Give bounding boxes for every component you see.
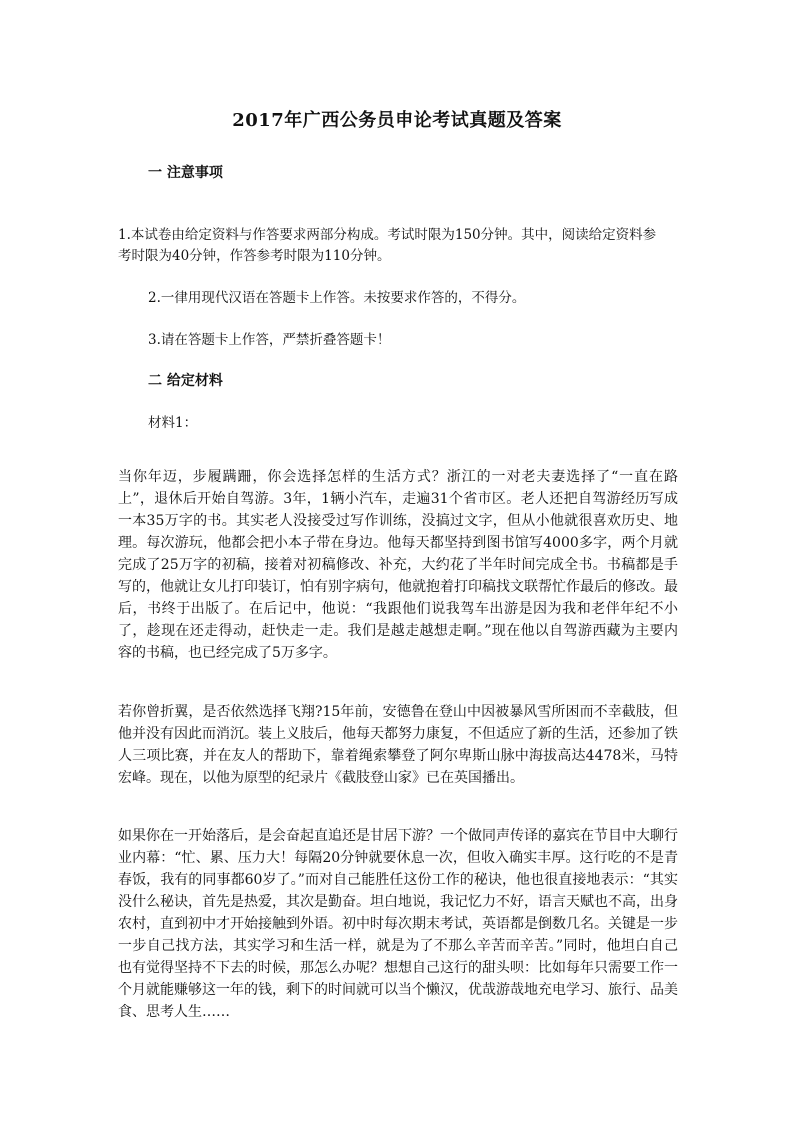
section-heading-materials: 二 给定材料 [148, 373, 223, 389]
instruction-1-line-1: 1.本试卷由给定资料与作答要求两部分构成。考试时限为150分钟。其中，阅读给定资料参 [118, 227, 657, 243]
instruction-3: 3.请在答题卡上作答，严禁折叠答题卡！ [148, 332, 391, 348]
material-paragraph-3: 如果你在一开始落后，是会奋起直追还是甘居下游？一个做同声传译的嘉宾在节目中大聊行业内幕：“忙、累、压力大！每隔20分钟就要休息一次，但收入确实丰厚。这行吃的不是青春饭，我有的同事都60岁了。”而对自己能胜任这份工作的秘诀，他也很直接地表示：“其实没什么秘诀，首先是热爱，其次是勤奋。坦白地说，我记忆力不好，语言天赋也不高，出身农村，直到初中才开始接触到外语。初中时每次期末考试，英语都是倒数几名。关键是一步一步自己找方法，其实学习和生活一样，就是为了不那么辛苦而辛苦。”同时，他坦白自己也有觉得坚持不下去的时候，那怎么办呢？想想自己这行的甜头呗：比如每年只需要工作一个月就能赚够这一年的钱，剩下的时间就可以当个懒汉，优哉游哉地充电学习、旅行、品美食、思考人生…… [118, 828, 678, 1020]
instruction-1-line-2: 考时限为40分钟，作答参考时限为110分钟。 [118, 248, 391, 264]
material-label: 材料1： [148, 415, 198, 431]
section-heading-notes: 一 注意事项 [148, 165, 223, 181]
material-paragraph-1: 当你年迈，步履蹒跚，你会选择怎样的生活方式？浙江的一对老夫妻选择了“一直在路上”，退休后开始自驾游。3年，1辆小汽车，走遍31个省市区。老人还把自驾游经历写成一本35万字的书。其实老人没接受过写作训练，没搞过文字，但从小他就很喜欢历史、地理。每次游玩，他都会把小本子带在身边。他每天都坚持到图书馆写4000多字，两个月就完成了25万字的初稿，接着对初稿修改、补充，大约花了半年时间完成全书。书稿都是手写的，他就让女儿打印装订，怕有别字病句，他就抱着打印稿找文联帮忙作最后的修改。最后，书终于出版了。在后记中，他说：“我跟他们说我驾车出游是因为我和老伴年纪不小了，趁现在还走得动，赶快走一走。我们是越走越想走啊。”现在他以自驾游西藏为主要内容的书稿，也已经完成了5万多字。 [118, 469, 678, 661]
document-title: 2017年广西公务员申论考试真题及答案 [232, 110, 562, 131]
instruction-2: 2.一律用现代汉语在答题卡上作答。未按要求作答的，不得分。 [148, 290, 526, 306]
material-paragraph-2: 若你曾折翼，是否依然选择飞翔?15年前，安德鲁在登山中因被暴风雪所困而不幸截肢，但他并没有因此而消沉。装上义肢后，他每天都努力康复，不但适应了新的生活，还参加了铁人三项比赛，并在友人的帮助下，靠着绳索攀登了阿尔卑斯山脉中海拔高达4478米，马特宏峰。现在，以他为原型的纪录片《截肢登山家》已在英国播出。 [118, 704, 678, 786]
